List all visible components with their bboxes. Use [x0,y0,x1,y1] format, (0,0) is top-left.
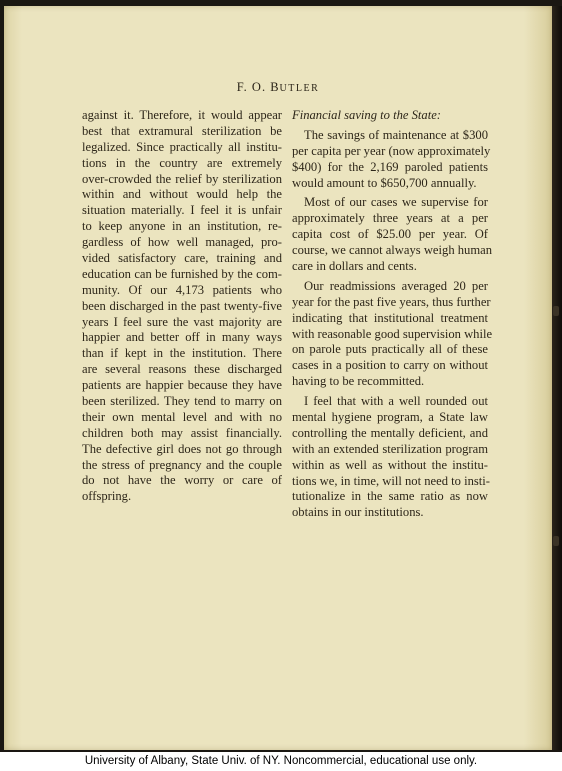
left-column [82,108,282,505]
text-line: tions we, in time, will not need to insti- [292,473,490,488]
text-line: The savings of maintenance at $300 [304,127,488,142]
text-line: happier and better off in many ways [82,330,282,345]
page-header [4,80,552,95]
text-line: to keep anyone in an institution, re- [82,219,282,234]
text-line: year for the past five years, thus further [292,294,491,309]
right-column [292,108,493,521]
text-line: their own mental level and with no [82,409,282,424]
page-edge [552,6,562,750]
text-line: Our readmissions averaged 20 per [304,278,488,293]
text-line: been sterilized. They tend to marry on [82,394,282,409]
text-line: having to be recommitted. [292,374,425,389]
text-line: tions in the country are extremely [82,155,282,170]
text-line: munity. Of our 4,173 patients who [82,282,282,297]
text-line: within and without would help the [82,187,282,202]
header-initials: F. O. B [236,80,280,94]
text-line: vided satisfactory care, training and [82,251,282,266]
text-line: over-crowded the relief by sterilization [82,171,282,186]
text-line: gardless of how well managed, pro- [82,235,282,250]
text-line: are several reasons these discharged [82,362,282,377]
header-surname-smallcaps: UTLER [279,83,320,94]
text-line: I feel that with a well rounded out [304,394,488,409]
text-line: patients are happier because they have [82,378,282,393]
text-line: The defective girl does not go through [82,441,282,456]
text-line: $400) for the 2,169 paroled patients [292,159,488,174]
text-line: the stress of pregnancy and the couple [82,457,282,472]
text-line: mental hygiene program, a State law [292,410,488,425]
text-line: than if kept in the institution. There [82,346,282,361]
text-line: offspring. [82,489,132,504]
document-page [4,6,552,750]
text-line: years I feel sure the vast majority are [82,314,282,329]
text-line: on parole puts practically all of these [292,342,488,357]
text-line: obtains in our institutions. [292,505,424,520]
section-heading: Financial saving to the State: [292,108,441,122]
text-line: per capita per year (now approximately [292,143,491,158]
text-line: would amount to $650,700 annually. [292,175,477,190]
text-line: situation materially. I feel it is unfair [82,203,282,218]
text-line: best that extramural sterilization be [82,123,282,138]
binding-clip [553,306,559,316]
text-line: approximately three years at a per [292,211,488,226]
text-line: within as well as without the institu- [292,457,488,472]
text-line: been discharged in the past twenty-five [82,298,282,313]
text-line: cases in a position to carry on without [292,358,488,373]
text-line: with reasonable good supervision while [292,326,493,341]
text-line: against it. Therefore, it would appear [82,108,282,122]
text-line: with an extended sterilization program [292,441,488,456]
text-line: care in dollars and cents. [292,259,417,274]
binding-clip [553,536,559,546]
text-line: do not have the worry or care of [82,473,282,488]
text-line: tutionalize in the same ratio as now [292,489,488,504]
text-line: education can be furnished by the com- [82,266,282,281]
text-line: Most of our cases we supervise for [304,195,488,210]
text-line: course, we cannot always weigh human [292,243,493,258]
text-line: children both may assist financially. [82,425,282,440]
text-line: controlling the mentally deficient, and [292,425,488,440]
text-line: indicating that institutional treatment [292,310,488,325]
text-line: legalized. Since practically all institu- [82,139,282,154]
text-line: capita cost of $25.00 per year. Of [292,227,488,242]
attribution-footer: University of Albany, State Univ. of NY. Noncommercial, educational use only. [0,752,562,771]
